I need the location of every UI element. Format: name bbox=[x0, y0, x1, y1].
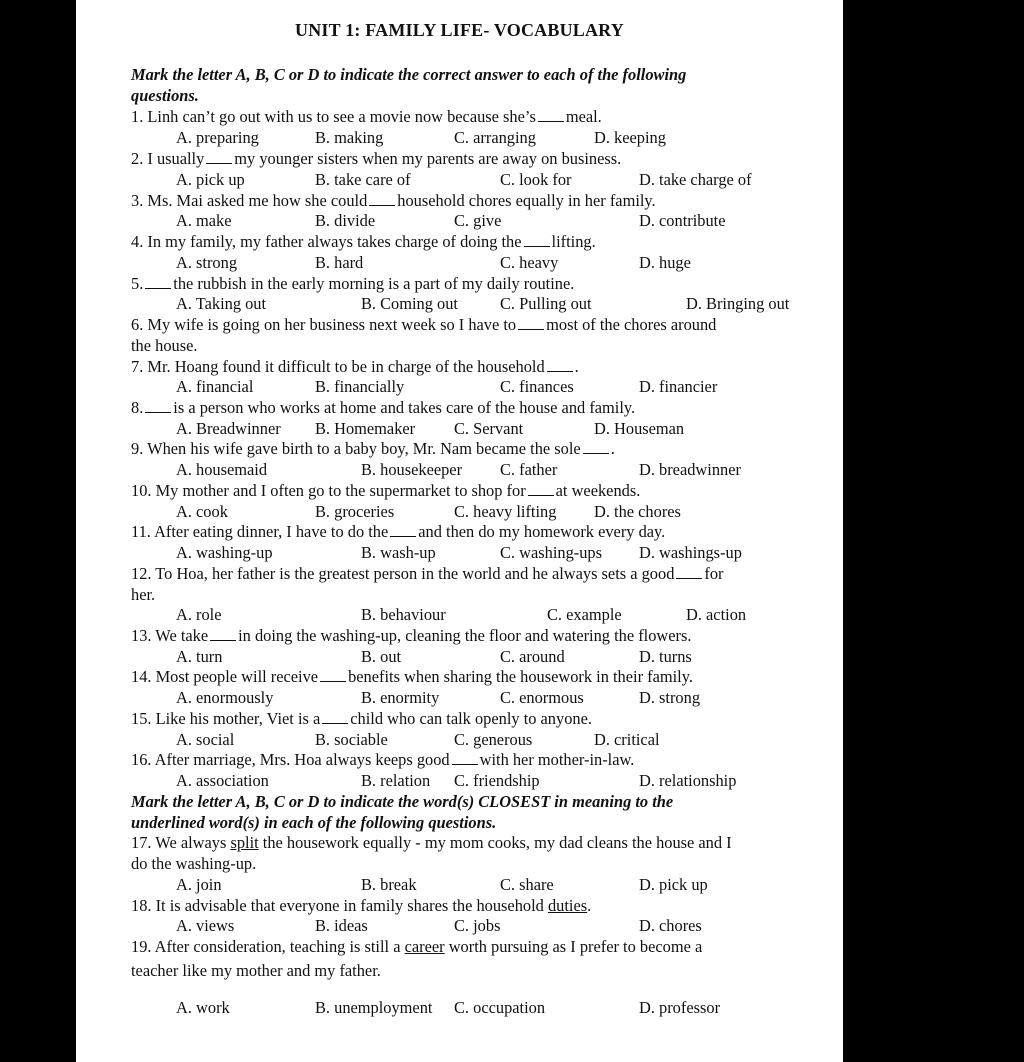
q13-option-c[interactable]: C. around bbox=[500, 647, 565, 666]
q5-option-a[interactable]: A. Taking out bbox=[176, 294, 267, 313]
q17-option-d[interactable]: D. pick up bbox=[639, 875, 708, 894]
worksheet-title: UNIT 1: FAMILY LIFE- VOCABULARY bbox=[295, 20, 624, 40]
q9-option-a[interactable]: A. housemaid bbox=[176, 460, 268, 479]
q10-option-a[interactable]: A. cook bbox=[176, 502, 228, 521]
instruction-1-line-2: questions. bbox=[131, 86, 199, 105]
question-16: 16. After marriage, Mrs. Hoa always keeps good with her mother-in-law. bbox=[131, 750, 635, 769]
question-17-continued: do the washing-up. bbox=[131, 854, 257, 873]
q9-option-c[interactable]: C. father bbox=[500, 460, 558, 479]
q7-option-d[interactable]: D. financier bbox=[639, 377, 718, 396]
q1-option-d[interactable]: D. keeping bbox=[594, 128, 666, 147]
q12-option-d[interactable]: D. action bbox=[686, 605, 747, 624]
q4-option-a[interactable]: A. strong bbox=[176, 253, 238, 272]
q12-option-a[interactable]: A. role bbox=[176, 605, 222, 624]
q5-option-b[interactable]: B. Coming out bbox=[361, 294, 458, 313]
q8-option-c[interactable]: C. Servant bbox=[454, 419, 524, 438]
q16-option-b[interactable]: B. relation bbox=[361, 771, 431, 790]
q19-option-d[interactable]: D. professor bbox=[639, 998, 721, 1017]
question-2: 2. I usually my younger sisters when my parents are away on business. bbox=[131, 149, 622, 168]
q19-option-c[interactable]: C. occupation bbox=[454, 998, 546, 1017]
q3-option-b[interactable]: B. divide bbox=[315, 211, 376, 230]
q3-option-d[interactable]: D. contribute bbox=[639, 211, 726, 230]
question-12: 12. To Hoa, her father is the greatest person in the world and he always sets a good for bbox=[131, 564, 724, 583]
q1-option-a[interactable]: A. preparing bbox=[176, 128, 259, 147]
q11-option-c[interactable]: C. washing-ups bbox=[500, 543, 602, 562]
q3-option-a[interactable]: A. make bbox=[176, 211, 232, 230]
underlined-word: duties bbox=[547, 896, 588, 915]
q14-option-d[interactable]: D. strong bbox=[639, 688, 701, 707]
q7-option-a[interactable]: A. financial bbox=[176, 377, 254, 396]
question-4: 4. In my family, my father always takes charge of doing the lifting. bbox=[131, 232, 596, 251]
question-3: 3. Ms. Mai asked me how she could household chores equally in her family. bbox=[131, 191, 656, 210]
underlined-word: split bbox=[230, 833, 259, 852]
question-1: 1. Linh can’t go out with us to see a movie now because she’s meal. bbox=[131, 107, 602, 126]
q19-option-a[interactable]: A. work bbox=[176, 998, 230, 1017]
q9-option-b[interactable]: B. housekeeper bbox=[361, 460, 463, 479]
q14-option-b[interactable]: B. enormity bbox=[361, 688, 440, 707]
q18-option-b[interactable]: B. ideas bbox=[315, 916, 368, 935]
q10-option-d[interactable]: D. the chores bbox=[594, 502, 681, 521]
q18-option-a[interactable]: A. views bbox=[176, 916, 235, 935]
q1-option-b[interactable]: B. making bbox=[315, 128, 384, 147]
q17-option-a[interactable]: A. join bbox=[176, 875, 222, 894]
q4-option-d[interactable]: D. huge bbox=[639, 253, 691, 272]
underlined-word: career bbox=[404, 937, 445, 956]
q8-option-a[interactable]: A. Breadwinner bbox=[176, 419, 281, 438]
q2-option-d[interactable]: D. take charge of bbox=[639, 170, 752, 189]
question-6-continued: the house. bbox=[131, 336, 198, 355]
q4-option-c[interactable]: C. heavy bbox=[500, 253, 559, 272]
q13-option-d[interactable]: D. turns bbox=[639, 647, 692, 666]
q14-option-c[interactable]: C. enormous bbox=[500, 688, 584, 707]
q5-option-c[interactable]: C. Pulling out bbox=[500, 294, 592, 313]
q11-option-d[interactable]: D. washings-up bbox=[639, 543, 742, 562]
question-19: 19. After consideration, teaching is still a career worth pursuing as I prefer to become a bbox=[131, 937, 703, 956]
q10-option-c[interactable]: C. heavy lifting bbox=[454, 502, 557, 521]
question-18: 18. It is advisable that everyone in family shares the household duties. bbox=[131, 896, 592, 915]
q8-option-b[interactable]: B. Homemaker bbox=[315, 419, 416, 438]
question-7: 7. Mr. Hoang found it difficult to be in charge of the household . bbox=[131, 357, 579, 376]
instruction-1-line-1: Mark the letter A, B, C or D to indicate the correct answer to each of the following bbox=[131, 65, 687, 84]
q18-option-c[interactable]: C. jobs bbox=[454, 916, 501, 935]
q16-option-a[interactable]: A. association bbox=[176, 771, 269, 790]
q15-option-d[interactable]: D. critical bbox=[594, 730, 660, 749]
q11-option-b[interactable]: B. wash-up bbox=[361, 543, 436, 562]
q16-option-c[interactable]: C. friendship bbox=[454, 771, 540, 790]
q3-option-c[interactable]: C. give bbox=[454, 211, 502, 230]
q13-option-b[interactable]: B. out bbox=[361, 647, 402, 666]
q12-option-c[interactable]: C. example bbox=[547, 605, 622, 624]
q1-option-c[interactable]: C. arranging bbox=[454, 128, 536, 147]
question-11: 11. After eating dinner, I have to do the and then do my homework every day. bbox=[131, 522, 666, 541]
q7-option-b[interactable]: B. financially bbox=[315, 377, 405, 396]
q12-option-b[interactable]: B. behaviour bbox=[361, 605, 446, 624]
q19-option-b[interactable]: B. unemployment bbox=[315, 998, 433, 1017]
q15-option-b[interactable]: B. sociable bbox=[315, 730, 388, 749]
question-10: 10. My mother and I often go to the supermarket to shop for at weekends. bbox=[131, 481, 641, 500]
question-9: 9. When his wife gave birth to a baby boy, Mr. Nam became the sole . bbox=[131, 439, 615, 458]
q17-option-c[interactable]: C. share bbox=[500, 875, 554, 894]
q11-option-a[interactable]: A. washing-up bbox=[176, 543, 273, 562]
q2-option-b[interactable]: B. take care of bbox=[315, 170, 411, 189]
question-17: 17. We always split the housework equally - my mom cooks, my dad cleans the house and I bbox=[131, 833, 732, 852]
q9-option-d[interactable]: D. breadwinner bbox=[639, 460, 741, 479]
q17-option-b[interactable]: B. break bbox=[361, 875, 417, 894]
q18-option-d[interactable]: D. chores bbox=[639, 916, 702, 935]
q15-option-a[interactable]: A. social bbox=[176, 730, 235, 749]
q4-option-b[interactable]: B. hard bbox=[315, 253, 364, 272]
question-6: 6. My wife is going on her business next week so I have to most of the chores around bbox=[131, 315, 717, 334]
q2-option-c[interactable]: C. look for bbox=[500, 170, 572, 189]
question-14: 14. Most people will receive benefits when sharing the housework in their family. bbox=[131, 667, 693, 686]
q10-option-b[interactable]: B. groceries bbox=[315, 502, 395, 521]
q15-option-c[interactable]: C. generous bbox=[454, 730, 533, 749]
question-8: 8. is a person who works at home and takes care of the house and family. bbox=[131, 398, 636, 417]
q2-option-a[interactable]: A. pick up bbox=[176, 170, 245, 189]
question-5: 5. the rubbish in the early morning is a part of my daily routine. bbox=[131, 274, 575, 293]
q16-option-d[interactable]: D. relationship bbox=[639, 771, 737, 790]
q13-option-a[interactable]: A. turn bbox=[176, 647, 223, 666]
q14-option-a[interactable]: A. enormously bbox=[176, 688, 274, 707]
question-13: 13. We take in doing the washing-up, cleaning the floor and watering the flowers. bbox=[131, 626, 692, 645]
instruction-2-line-1: Mark the letter A, B, C or D to indicate the word(s) CLOSEST in meaning to the bbox=[131, 792, 674, 811]
q5-option-d[interactable]: D. Bringing out bbox=[686, 294, 790, 313]
instruction-2-line-2: underlined word(s) in each of the following questions. bbox=[131, 813, 497, 832]
q7-option-c[interactable]: C. finances bbox=[500, 377, 574, 396]
question-19-continued: teacher like my mother and my father. bbox=[131, 961, 381, 980]
q8-option-d[interactable]: D. Houseman bbox=[594, 419, 685, 438]
question-15: 15. Like his mother, Viet is a child who can talk openly to anyone. bbox=[131, 709, 592, 728]
question-12-continued: her. bbox=[131, 585, 156, 604]
